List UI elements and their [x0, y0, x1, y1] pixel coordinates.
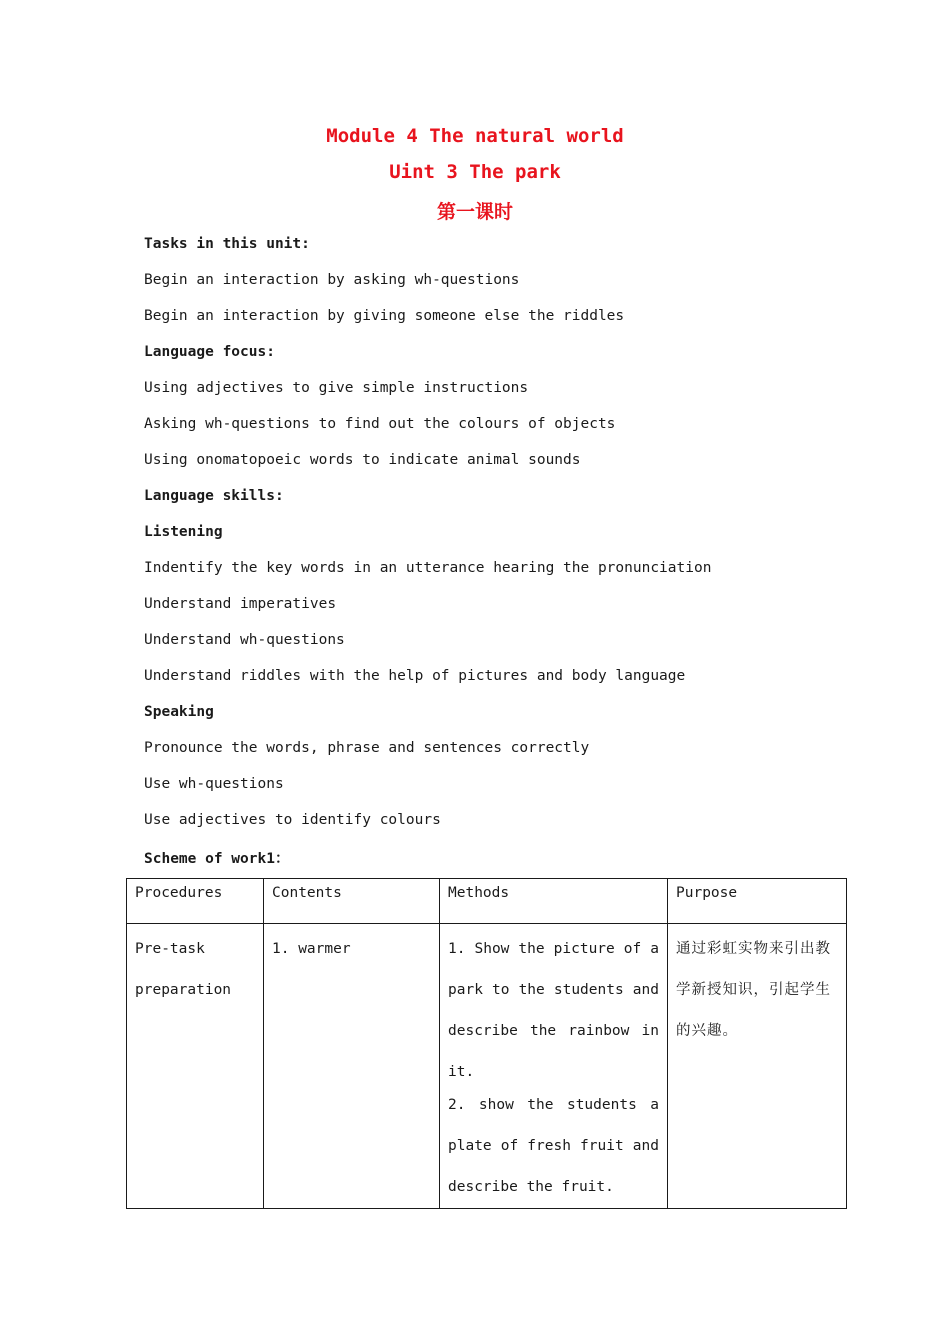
- focus-item: Using onomatopoeic words to indicate animal sounds: [144, 452, 581, 468]
- tasks-heading: Tasks in this unit:: [144, 236, 310, 252]
- task-item: Begin an interaction by giving someone else the riddles: [144, 308, 625, 324]
- listening-item: Understand riddles with the help of pictures and body language: [144, 668, 686, 684]
- speaking-item: Use wh-questions: [144, 776, 284, 792]
- listening-item: Understand wh-questions: [144, 632, 345, 648]
- procedure-cell: [127, 924, 264, 1209]
- focus-item: Asking wh-questions to find out the colours of objects: [144, 416, 616, 432]
- module-title: Module 4 The natural world: [326, 125, 624, 147]
- contents-cell: 1. warmer: [264, 924, 440, 1209]
- listening-heading: Listening: [144, 524, 223, 540]
- method-item: 2. show the students a plate of fresh fruit and describe the fruit.: [448, 1097, 659, 1195]
- header-methods: Methods: [440, 879, 668, 924]
- scheme-heading: Scheme of work1：: [144, 851, 290, 867]
- scheme-table: [126, 878, 847, 1209]
- procedure-line: Pre-task: [135, 941, 205, 957]
- task-item: Begin an interaction by asking wh-questions: [144, 272, 520, 288]
- purpose-cell: 通过彩虹实物来引出教学新授知识，引起学生的兴趣。: [668, 924, 847, 1209]
- header-purpose: Purpose: [668, 879, 847, 924]
- method-item: 1. Show the picture of a park to the students and describe the rainbow in it.: [448, 941, 659, 1080]
- skills-heading: Language skills:: [144, 488, 284, 504]
- speaking-item: Use adjectives to identify colours: [144, 812, 441, 828]
- focus-item: Using adjectives to give simple instructions: [144, 380, 529, 396]
- header-contents: Contents: [264, 879, 440, 924]
- header-procedures: Procedures: [127, 879, 264, 924]
- methods-cell: [440, 924, 668, 1209]
- table-row: [127, 924, 847, 1209]
- lesson-title: 第一课时: [436, 201, 513, 223]
- listening-item: Understand imperatives: [144, 596, 337, 612]
- procedure-line: preparation: [135, 982, 232, 998]
- speaking-item: Pronounce the words, phrase and sentences correctly: [144, 740, 590, 756]
- focus-heading: Language focus:: [144, 344, 275, 360]
- listening-item: Indentify the key words in an utterance hearing the pronunciation: [144, 560, 712, 576]
- unit-title: Uint 3 The park: [389, 161, 561, 183]
- speaking-heading: Speaking: [144, 704, 214, 720]
- table-header-row: [127, 879, 847, 924]
